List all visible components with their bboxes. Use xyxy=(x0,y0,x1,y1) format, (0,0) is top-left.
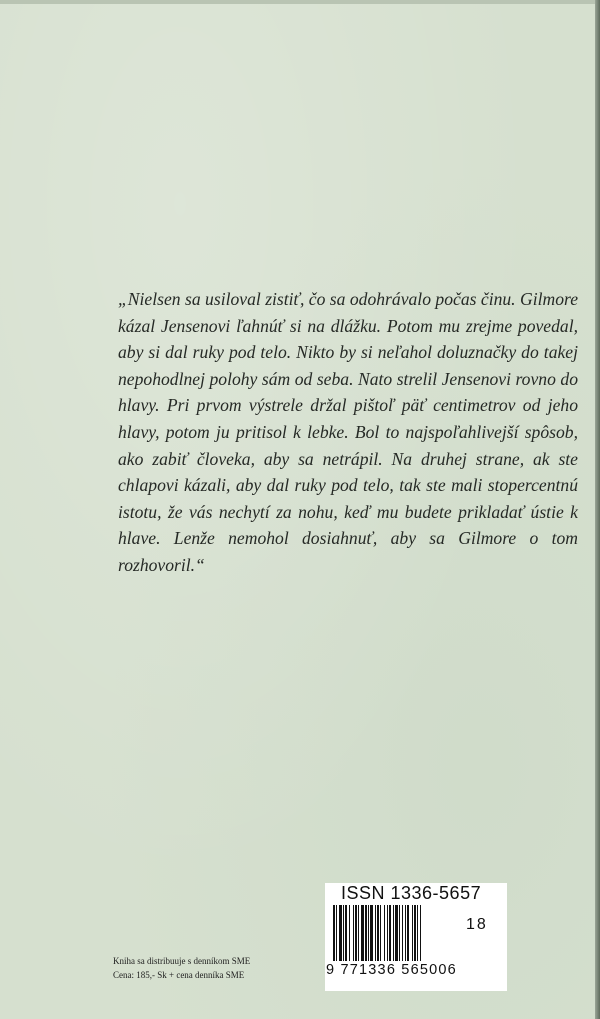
cover-spine-edge xyxy=(595,0,600,1019)
distribution-line: Kniha sa distribuuje s denníkom SME xyxy=(113,956,251,966)
issn-label: ISSN 1336-5657 xyxy=(341,883,482,903)
barcode-addon: 18 xyxy=(466,916,488,933)
price-line: Cena: 185,- Sk + cena denníka SME xyxy=(113,970,245,980)
distribution-note xyxy=(113,954,250,982)
barcode-digits: 9 771336 565006 xyxy=(326,962,457,978)
blurb-quote: „Nielsen sa usiloval zistiť, čo sa odohrávalo počas činu. Gilmore kázal Jensenovi ľahnúť si na dlážku. Potom mu zrejme povedal, aby si dal ruky pod telo. Nikto by si neľahol doluznačky do takej nepohodlnej polohy sám od seba. Nato strelil Jensenovi rovno do hlavy. Pri prvom výstrele držal pištoľ päť centimetrov od jeho hlavy, potom ju pritisol k lebke. Bol to najspoľahlivejší spôsob, ako zabiť človeka, aby sa netrápil. Na druhej strane, ak ste chlapovi kázali, aby dal ruky pod telo, tak ste mali stopercentnú istotu, že vás nechytí za nohu, keď mu budete prikladať ústie k hlave. Lenže nemohol dosiahnuť, aby sa Gilmore o tom rozhovoril.“ xyxy=(118,289,578,575)
cover-top-edge xyxy=(0,0,600,4)
